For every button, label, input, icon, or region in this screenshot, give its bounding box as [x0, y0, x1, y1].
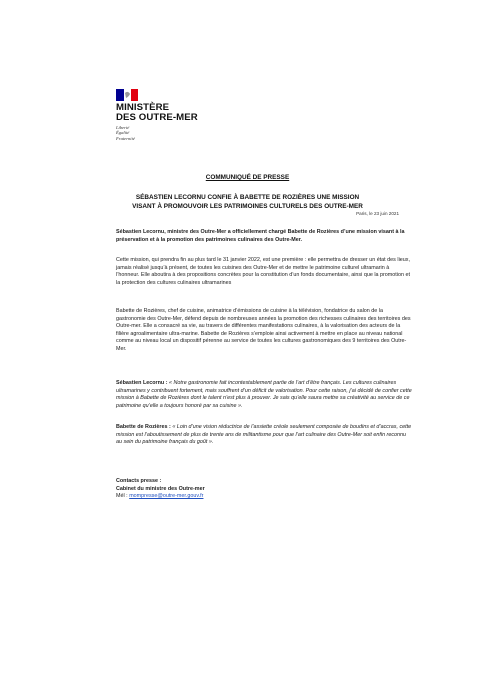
mail-label: Mél : [116, 493, 130, 500]
lecornu-quote: « Notre gastronomie fait incontestablement partie de l’art d’être français. Les cultures culinaires ultramarines y contribuent fortement, mais souffrent d’un déficit de valorisation. Pour cette raison, j’ai décidé de confier cette mission à Babette de Rozières dont le talent n’est plus à prouver. Je sais qu’elle saura mettre sa créativité au service de ce patrimoine qu’elle a toujours honoré par sa cuisine ». [116, 380, 412, 409]
release-date: Paris, le 23 juin 2021 [356, 211, 399, 216]
mission-paragraph: Cette mission, qui prendra fin au plus tard le 31 janvier 2022, est une première : elle permettra de dresser un état des lieux, jamais réalisé jusqu’à présent, de toutes les cuisines des Outre-Mer et de mettre le patrimoine culturel ultramarin à l’honneur. Elle aboutira à des propositions concrètes pour la constitution d’un fonds documentaire, ainsi que la promotion et la protection des cultures culinaires ultramarines [116, 257, 410, 286]
contacts-org: Cabinet du ministre des Outre-mer [116, 485, 205, 492]
marianne-flag-icon [116, 88, 138, 102]
press-email-link[interactable]: mompresse@outre-mer.gouv.fr [129, 493, 204, 500]
title-line-2: VISANT À PROMOUVOIR LES PATRIMOINES CULTURELS DES OUTRE-MER [132, 203, 363, 210]
contacts-mail-line [116, 493, 205, 501]
communique-heading: COMMUNIQUÉ DE PRESSE [205, 174, 290, 181]
motto-fraternite: Fraternité [116, 135, 135, 141]
lead-paragraph: Sébastien Lecornu, ministre des Outre-Mer a officiellement chargé Babette de Rozières d’une mission visant à la préservation et à la promotion des patrimoines culinaires des Outre-Mer. [116, 229, 405, 243]
ministry-name-line1: MINISTÈRE [116, 102, 170, 113]
press-release-title [0, 193, 495, 211]
title-line-1: SÉBASTIEN LECORNU CONFIE À BABETTE DE ROZIÈRES UNE MISSION [135, 194, 360, 201]
rozieres-speaker: Babette de Rozières [116, 424, 168, 430]
biography-paragraph: Babette de Rozières, chef de cuisine, animatrice d’émissions de cuisine à la télévision, fondatrice du salon de la gastronomie des Outre-Mer, défend depuis de nombreuses années la promotion des richesses culinaires des territoires des Outre-mer. Elle a consacré sa vie, au travers de différentes manifestations culinaires, à la valorisation des acteurs de la filière agroalimentaire ultra-marine. Babette de Rozières s’emploie ainsi activement à mettre en place au niveau national comme au niveau local un dispositif pérenne au service de toutes les cultures gastronomiques des 9 territoires des Outre-Mer. [116, 308, 411, 352]
republic-motto [116, 125, 135, 141]
motto-liberte: Liberté [116, 125, 130, 130]
lecornu-quote-paragraph [116, 380, 412, 410]
lecornu-separator: : [164, 380, 170, 386]
ministry-name-line2: DES OUTRE-MER [116, 112, 198, 123]
rozieres-quote: « Loin d’une vision réductrice de l’assiette créole seulement composée de boudins et d’accras, cette mission est l’aboutissement de plus de trente ans de militantisme pour que l’art culinaire des Outre-Mer soit enfin reconnu au sein du patrimoine français du goût ». [116, 424, 412, 446]
lecornu-speaker: Sébastien Lecornu [116, 380, 165, 386]
contacts-title: Contacts presse : [116, 478, 162, 484]
rozieres-separator: : [167, 424, 173, 430]
press-contacts [116, 478, 205, 501]
rozieres-quote-paragraph [116, 424, 412, 447]
motto-egalite: Égalité [116, 130, 130, 136]
ministry-name [116, 103, 198, 123]
